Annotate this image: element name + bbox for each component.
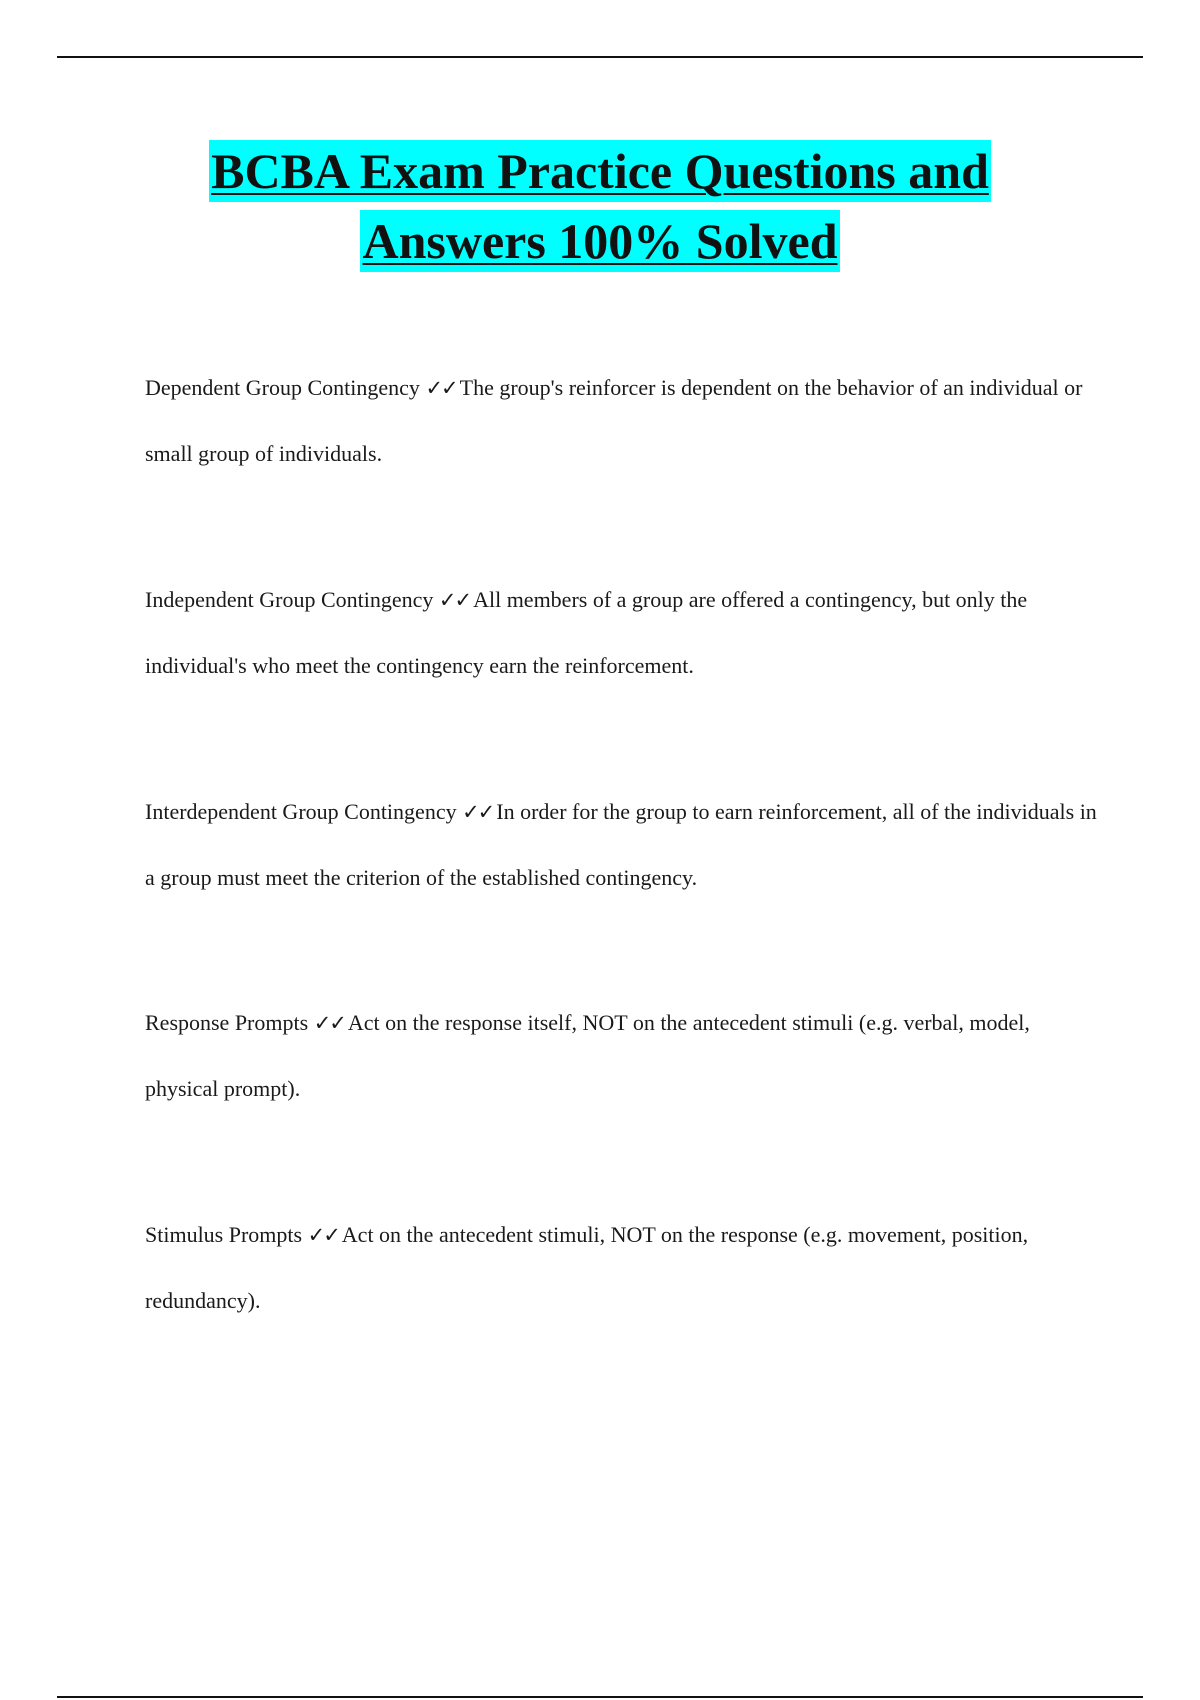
- double-check-icon: ✓✓: [307, 1223, 339, 1247]
- document-title: [0, 140, 1200, 272]
- qa-entry-response-prompts: [145, 990, 1105, 1121]
- qa-entry-stimulus-prompts: [145, 1202, 1105, 1333]
- qa-entry-dependent: [145, 355, 1105, 486]
- entry-term: Stimulus Prompts: [145, 1222, 303, 1247]
- entry-term: Dependent Group Contingency: [145, 375, 420, 400]
- bottom-rule: [57, 1696, 1143, 1698]
- qa-entry-interdependent: [145, 779, 1105, 910]
- title-line-1: BCBA Exam Practice Questions and: [209, 140, 991, 202]
- qa-entry-independent: [145, 567, 1105, 698]
- entry-definition: All members of a group are offered a contingency, but only the individual's who meet the contingency earn the reinforcement.: [145, 587, 1028, 678]
- title-line-2: Answers 100% Solved: [360, 210, 839, 272]
- entry-definition: Act on the antecedent stimuli, NOT on the response (e.g. movement, position, redundancy).: [145, 1222, 1029, 1313]
- entry-term: Response Prompts: [145, 1010, 309, 1035]
- entry-definition: The group's reinforcer is dependent on the behavior of an individual or small group of individuals.: [145, 375, 1083, 466]
- entry-definition: Act on the response itself, NOT on the antecedent stimuli (e.g. verbal, model, physical prompt).: [145, 1010, 1030, 1101]
- top-rule: [57, 56, 1143, 58]
- entry-term: Interdependent Group Contingency: [145, 799, 457, 824]
- double-check-icon: ✓✓: [462, 800, 494, 824]
- entry-definition: In order for the group to earn reinforcement, all of the individuals in a group must meet the criterion of the established contingency.: [145, 799, 1097, 890]
- double-check-icon: ✓✓: [313, 1011, 345, 1035]
- double-check-icon: ✓✓: [425, 376, 457, 400]
- entry-term: Independent Group Contingency: [145, 587, 434, 612]
- double-check-icon: ✓✓: [438, 588, 471, 612]
